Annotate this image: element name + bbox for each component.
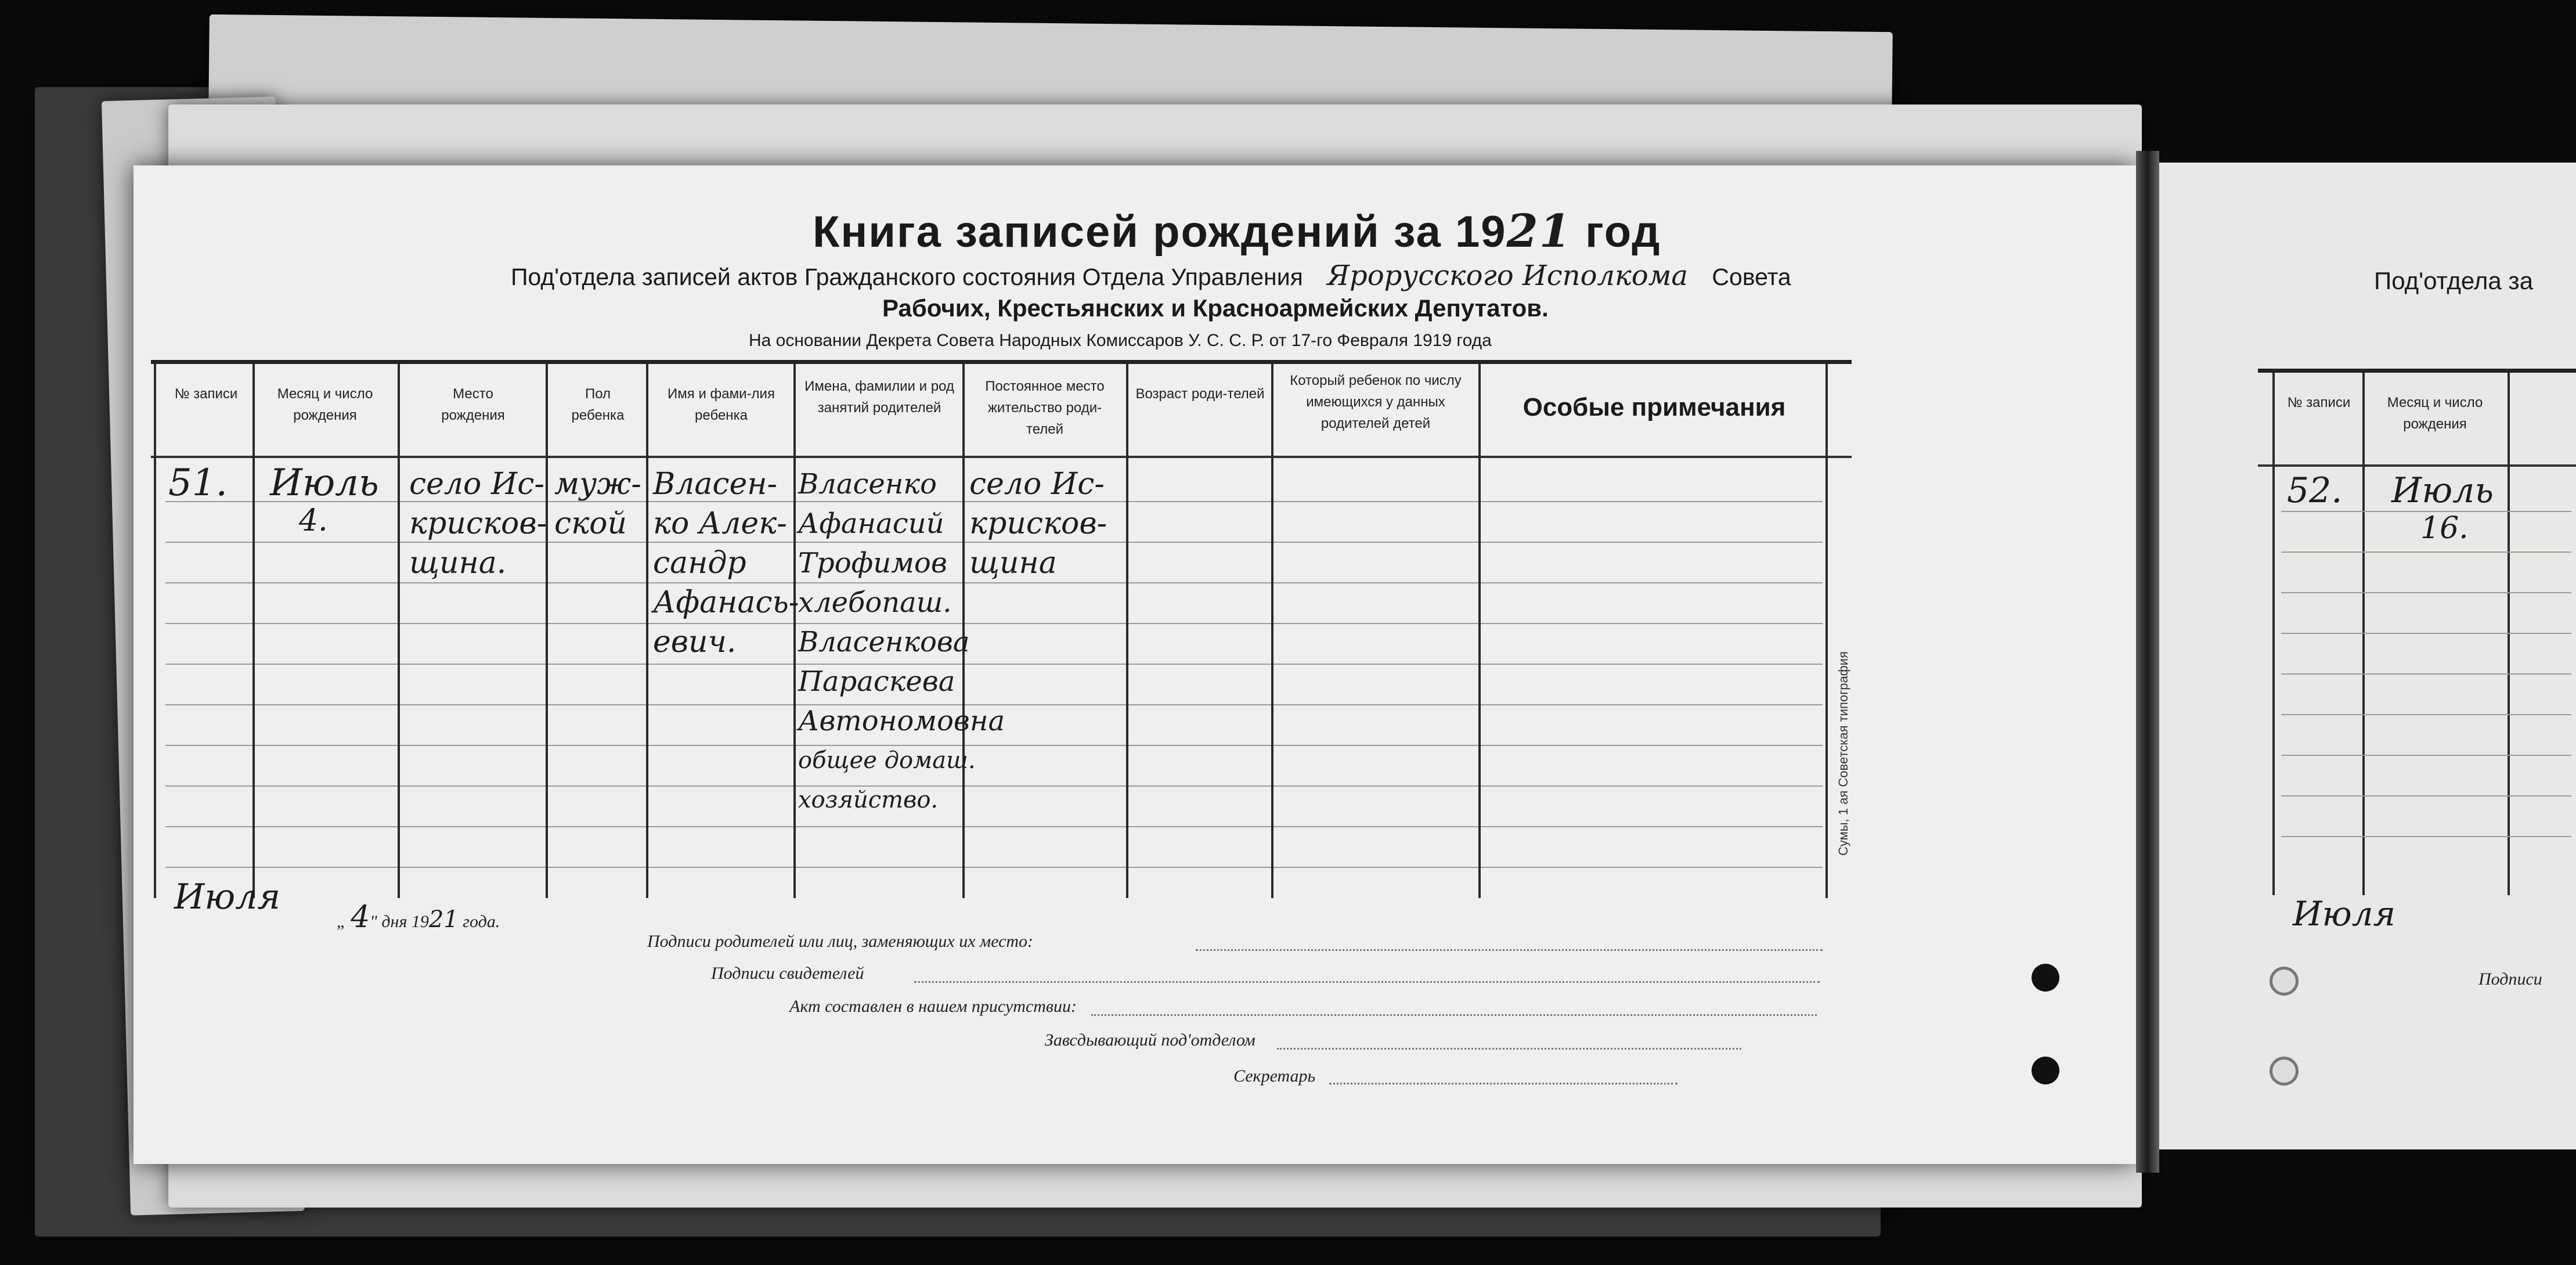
binding-hole <box>2032 964 2059 992</box>
footer-date-open-quote: „ <box>337 912 351 931</box>
right-row-line <box>2281 592 2571 593</box>
column-divider <box>546 364 548 898</box>
sig-witnesses-label: Подписи свидетелей <box>711 964 864 983</box>
column-divider <box>646 364 648 898</box>
footer-date-line <box>337 900 500 935</box>
column-header-place: Место рождения <box>441 386 505 424</box>
right-row-line <box>2281 633 2571 634</box>
entry-place-line: щина. <box>409 546 507 581</box>
column-header-child: Имя и фами-лия ребенка <box>668 386 775 424</box>
register-page-right <box>2148 163 2576 1149</box>
right-column-header-month: Месяц и число рождения <box>2387 395 2483 433</box>
sig-parents-label: Подписи родителей или лиц, заменяющих их место: <box>647 932 1034 951</box>
entry-sex-line: муж- <box>554 467 641 502</box>
right-footer-month: Июля <box>2293 894 2395 934</box>
right-row-line <box>2281 795 2571 797</box>
right-column-header-number: № записи <box>2287 395 2351 410</box>
act-label: Акт составлен в нашем присутствии: <box>789 997 1077 1016</box>
secretary-line <box>1329 1083 1677 1084</box>
row-line <box>165 826 1823 827</box>
column-header-notes: Особые примечания <box>1522 393 1786 421</box>
register-page-left <box>134 165 2136 1164</box>
table-header-rule <box>151 456 1852 458</box>
header-line2-prefix: Под'отдела записей актов Гражданского состояния Отдела Управления <box>511 264 1303 290</box>
book-gutter <box>2136 151 2159 1173</box>
entry-child-line: Афанась- <box>653 585 799 620</box>
entry-residence-line: село Ис- <box>969 467 1105 502</box>
entry-child-line: евич. <box>653 625 737 659</box>
entry-parents-line: хлебопаш. <box>798 586 952 619</box>
header-line2-suffix: Совета <box>1712 264 1791 290</box>
header-line-3: Рабочих, Крестьянских и Красноармейских Депутатов. <box>882 294 1549 322</box>
title-suffix: год <box>1572 207 1661 257</box>
footer-month-handwritten: Июля <box>174 877 281 917</box>
right-header-text: Под'отдела за <box>2374 267 2534 294</box>
entry-residence <box>969 464 1107 583</box>
column-divider <box>1126 364 1128 898</box>
entry-month: Июль <box>270 462 379 504</box>
entry-place-line: село Ис- <box>409 467 544 502</box>
right-row-line <box>2281 552 2571 553</box>
title-year-handwritten: 21 <box>1506 205 1572 258</box>
title-prefix: Книга записей рождений за 19 <box>813 207 1507 257</box>
entry-sex-line: ской <box>554 506 627 541</box>
right-row-line <box>2281 755 2571 756</box>
right-row-line <box>2281 714 2571 715</box>
column-header-sex: Пол ребенка <box>571 386 625 424</box>
printer-imprint: Сумы, 1 ая Советская типография <box>1836 651 1850 856</box>
entry-place-line: крисков- <box>409 506 547 541</box>
entry-child-line: сандр <box>653 546 746 581</box>
entry-sex <box>554 464 641 543</box>
table-top-rule <box>151 360 1852 364</box>
row-line <box>165 867 1823 868</box>
right-row-line <box>2281 836 2571 837</box>
column-header-age: Возраст роди-телей <box>1135 386 1265 402</box>
page-title <box>813 205 1661 258</box>
right-entry-number: 52. <box>2287 470 2343 511</box>
column-divider <box>1478 364 1481 898</box>
column-header-month: Месяц и число рождения <box>277 386 373 424</box>
right-row-line <box>2281 673 2571 675</box>
column-divider <box>252 364 255 898</box>
column-divider <box>1271 364 1273 898</box>
header-line2-handwritten: Ярорусского Исполкома <box>1327 260 1688 292</box>
column-divider <box>154 364 156 898</box>
head-line <box>1277 1048 1741 1050</box>
right-table-top-rule <box>2258 369 2576 373</box>
entry-number: 51. <box>168 462 228 504</box>
column-header-residence: Постоянное место жительство роди-телей <box>985 379 1105 438</box>
secretary-label: Секретарь <box>1233 1066 1316 1086</box>
entry-child-name <box>653 464 799 662</box>
column-divider <box>398 364 400 898</box>
footer-year-handwritten: 21 <box>428 906 459 933</box>
entry-place <box>409 464 547 583</box>
header-line-2 <box>511 260 1791 292</box>
column-header-parents: Имена, фамилии и род занятий родителей <box>804 379 954 416</box>
column-header-child-order: Который ребенок по числу имеющихся у данных родителей детей <box>1290 373 1462 432</box>
entry-parents-line: общее домаш. <box>798 747 976 774</box>
entry-parents-line: Автономовна <box>798 705 1005 737</box>
entry-parents-line: Афанасий <box>798 507 944 540</box>
binding-hole-right <box>2270 1057 2299 1086</box>
sig-witnesses-line <box>914 981 1820 983</box>
entry-child-line: Власен- <box>653 467 778 502</box>
right-column-divider <box>2508 373 2510 895</box>
entry-parents-line: Власенко <box>798 468 937 500</box>
binding-hole <box>2032 1057 2059 1084</box>
entry-residence-line: крисков- <box>969 506 1107 541</box>
footer-date-mid: " дня 19 <box>370 912 429 931</box>
column-header-number: № записи <box>174 386 238 402</box>
head-label: Завсдывающий под'отделом <box>1045 1030 1255 1050</box>
entry-parents-line: Власенкова <box>798 626 970 658</box>
right-sig-label: Подписи <box>2478 970 2542 989</box>
right-entry-month: Июль <box>2391 470 2494 511</box>
entry-parents-line: хозяйство. <box>798 787 939 813</box>
right-table-header-rule <box>2258 464 2576 467</box>
footer-day-handwritten: 4 <box>351 900 370 935</box>
footer-date-end: года. <box>458 912 500 931</box>
right-column-divider <box>2272 373 2275 895</box>
entry-residence-line: щина <box>969 546 1057 581</box>
entry-child-line: ко Алек- <box>653 506 787 541</box>
binding-hole-right <box>2270 967 2299 996</box>
column-divider <box>1825 364 1828 898</box>
right-entry-day: 16. <box>2420 511 2469 546</box>
act-line <box>1091 1014 1817 1016</box>
entry-parents-line: Трофимов <box>798 547 947 579</box>
header-line-4: На основании Декрета Совета Народных Комиссаров У. С. С. Р. от 17-го Февраля 1919 года <box>749 331 1492 350</box>
entry-parents-line: Параскева <box>798 665 955 698</box>
sig-parents-line <box>1196 949 1823 951</box>
right-column-divider <box>2362 373 2365 895</box>
entry-day: 4. <box>299 503 328 538</box>
